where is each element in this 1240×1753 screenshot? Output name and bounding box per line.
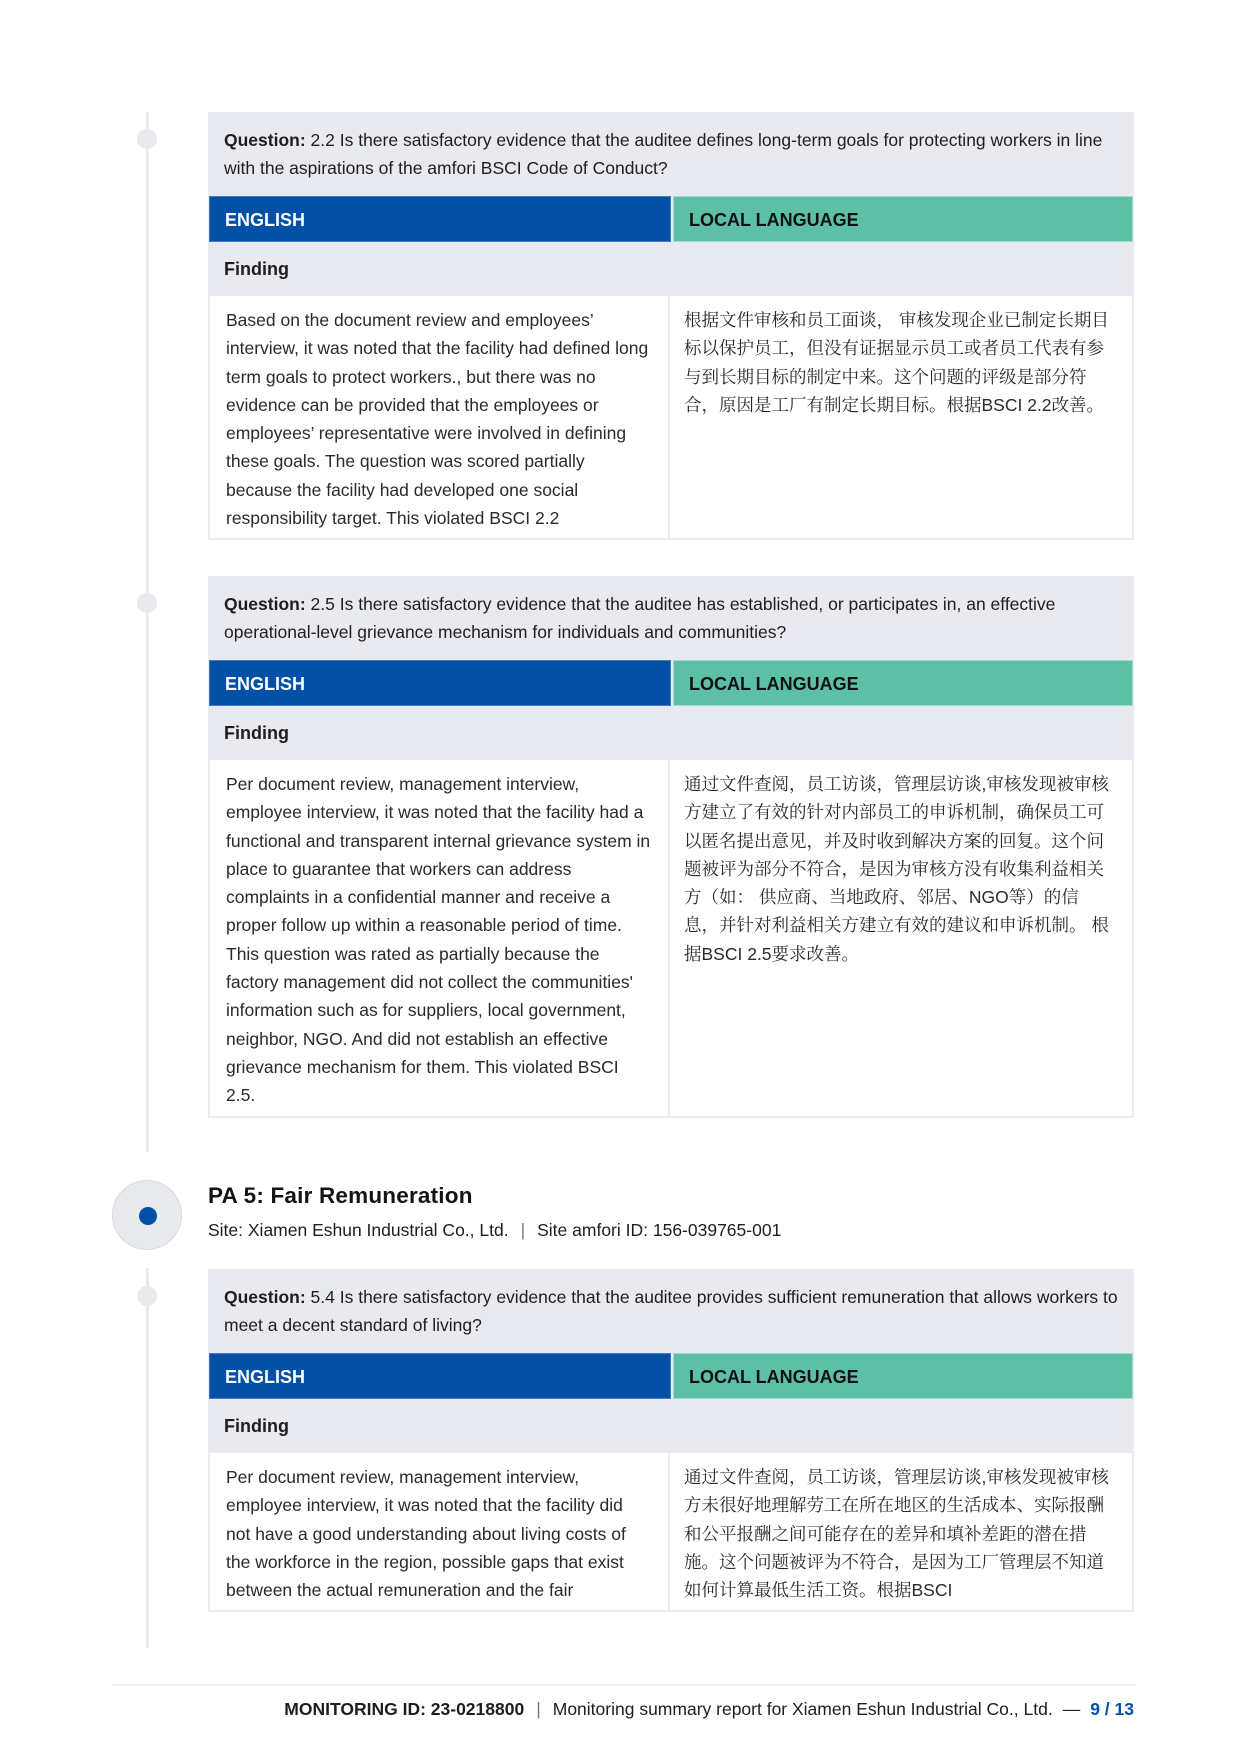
finding-body — [208, 1453, 1134, 1612]
dash: — — [1062, 1699, 1081, 1719]
question-text: 2.2 Is there satisfactory evidence that the auditee defines long-term goals for protecting workers in line with the aspirations of the amfori BSCI Code of Conduct? — [224, 130, 1103, 178]
question-card-5-4 — [208, 1269, 1134, 1612]
timeline-dot — [137, 129, 157, 149]
report-title: Monitoring summary report for Xiamen Eshun Industrial Co., Ltd. — [552, 1699, 1053, 1719]
language-header-row — [208, 660, 1134, 706]
finding-english-text: Per document review, management interview, employee interview, it was noted that the facility did not have a good understanding about living costs of the workforce in the region, possible gaps that exist between the actual remuneration and the fair — [210, 1453, 670, 1610]
timeline-line — [146, 112, 149, 1152]
finding-local-text: 根据文件审核和员工面谈， 审核发现企业已制定长期目标以保护员工，但没有证据显示员工或者员工代表有参与到长期目标的制定中来。这个问题的评级是部分符合，原因是工厂有制定长期目标。根据BSCI 2.2改善。 — [684, 310, 1109, 415]
finding-label: Finding — [208, 1399, 1134, 1453]
question-text: 2.5 Is there satisfactory evidence that the auditee has established, or participates in, an effective operational-level grievance mechanism for individuals and communities? — [224, 594, 1056, 642]
local-language-column-header: LOCAL LANGUAGE — [673, 196, 1133, 242]
section-marker-dot — [139, 1207, 157, 1225]
question-label: Question: — [224, 1287, 306, 1307]
question-header — [208, 112, 1134, 196]
finding-body — [208, 760, 1134, 1118]
site-amfori-id: Site amfori ID: 156-039765-001 — [537, 1220, 782, 1240]
finding-body — [208, 296, 1134, 540]
performance-area-site-info — [208, 1220, 781, 1241]
performance-area-title: PA 5: Fair Remuneration — [208, 1183, 473, 1208]
finding-english-text: Per document review, management interview, employee interview, it was noted that the facility had a functional and transparent internal grievance system in place to guarantee that workers can address complaints in a confidential manner and receive a proper follow up within a reasonable period of time. This question was rated as partially because the factory management did not collect the communities' information such as for suppliers, local government, neighbor, NGO. And did not establish an effective grievance mechanism for them. This violated BSCI 2.5. — [210, 760, 670, 1116]
section-marker-icon — [112, 1180, 182, 1250]
separator: | — [520, 1220, 526, 1240]
english-column-header: ENGLISH — [209, 1353, 671, 1399]
site-name: Site: Xiamen Eshun Industrial Co., Ltd. — [208, 1220, 509, 1240]
finding-label: Finding — [208, 706, 1134, 760]
timeline-line — [146, 1268, 149, 1648]
question-header — [208, 576, 1134, 660]
question-text: 5.4 Is there satisfactory evidence that the auditee provides sufficient remuneration that allows workers to meet a decent standard of living? — [224, 1287, 1118, 1335]
finding-local-text: 通过文件查阅，员工访谈，管理层访谈,审核发现被审核方建立了有效的针对内部员工的申诉机制，确保员工可以匿名提出意见，并及时收到解决方案的回复。这个问题被评为部分不符合，是因为审核方没有收集利益相关方（如： 供应商、当地政府、邻居、NGO等）的信息，并针对利益相关方建立有效的建议和申诉机制。 根据BSCI 2.5要求改善。 — [684, 774, 1109, 964]
separator: | — [536, 1699, 541, 1719]
page-number: 9 / 13 — [1090, 1699, 1134, 1719]
question-card-2-2 — [208, 112, 1134, 540]
page-footer — [284, 1697, 1134, 1721]
finding-label: Finding — [208, 242, 1134, 296]
question-label: Question: — [224, 594, 306, 614]
english-column-header: ENGLISH — [209, 196, 671, 242]
language-header-row — [208, 196, 1134, 242]
local-language-column-header: LOCAL LANGUAGE — [673, 660, 1133, 706]
finding-english-text: Based on the document review and employees’ interview, it was noted that the facility had defined long term goals to protect workers., but there was no evidence can be provided that the employees or employees’ representative were involved in defining these goals. The question was scored partially because the facility had developed one social responsibility target. This violated BSCI 2.2 — [210, 296, 670, 538]
question-card-2-5 — [208, 576, 1134, 1118]
language-header-row — [208, 1353, 1134, 1399]
timeline-dot — [137, 1286, 157, 1306]
timeline-dot — [137, 593, 157, 613]
question-header — [208, 1269, 1134, 1353]
local-language-column-header: LOCAL LANGUAGE — [673, 1353, 1133, 1399]
monitoring-id: MONITORING ID: 23-0218800 — [284, 1699, 525, 1719]
english-column-header: ENGLISH — [209, 660, 671, 706]
footer-divider — [112, 1684, 1136, 1686]
question-label: Question: — [224, 130, 306, 150]
finding-local-text: 通过文件查阅，员工访谈，管理层访谈,审核发现被审核方未很好地理解劳工在所在地区的生活成本、实际报酬和公平报酬之间可能存在的差异和填补差距的潜在措施。这个问题被评为不符合，是因为工厂管理层不知道如何计算最低生活工资。根据BSCI — [684, 1467, 1109, 1601]
